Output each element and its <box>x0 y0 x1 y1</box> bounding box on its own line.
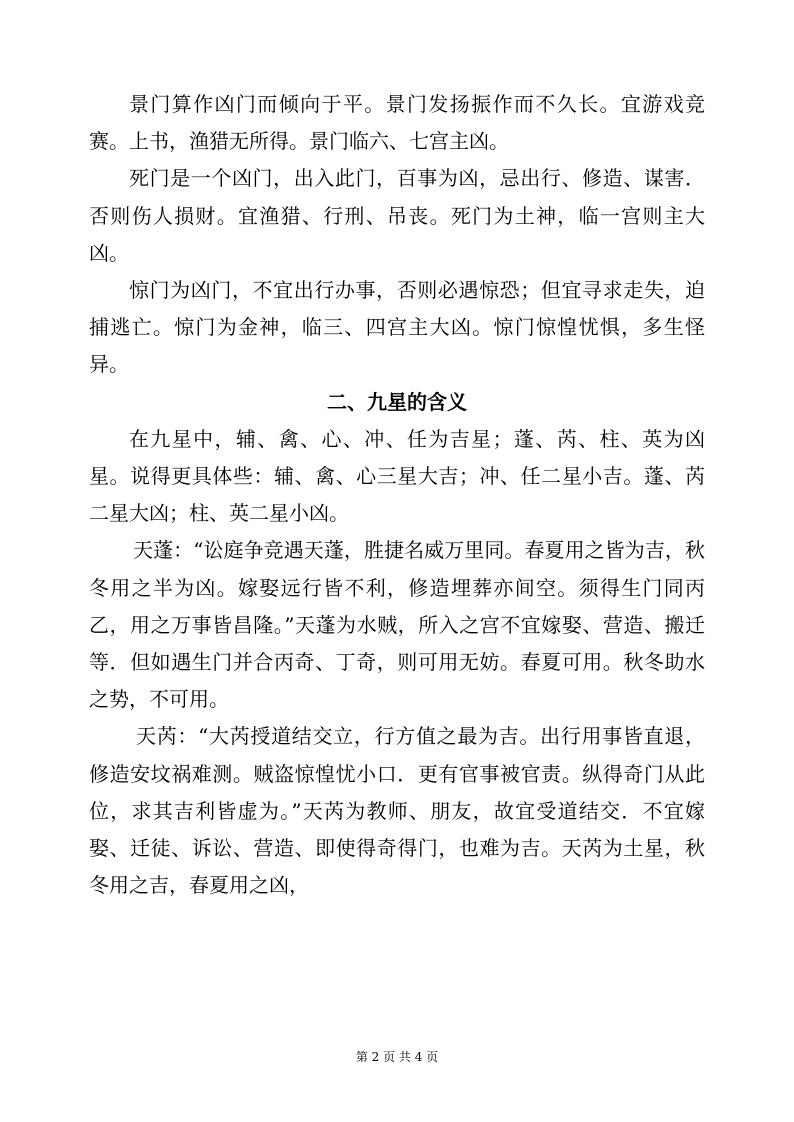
paragraph-tianrui: 天芮：“大芮授道结交立，行方值之最为吉。出行用事皆直退，修造安坟祸难测。贼盗惊惶忧小口．更有官事被官责。纵得奇门从此位，求其吉利皆虚为。”天芮为教师、朋友，故宜受道结交．不宜嫁娶、迁徒、诉讼、营造、即使得奇得门，也难为吉。天芮为土星，秋冬用之吉，春夏用之凶， <box>89 724 705 898</box>
paragraph-tianpeng: 天蓬：“讼庭争竞遇天蓬，胜捷名威万里同。春夏用之皆为吉，秋冬用之半为凶。嫁娶远行皆不利，修造埋葬亦间空。须得生门同丙乙，用之万事皆昌隆。”天蓬为水贼，所入之宫不宜嫁娶、营造、搬迁等．但如遇生门并合丙奇、丁奇，则可用无妨。春夏可用。秋冬助水之势，不可用。 <box>89 538 705 712</box>
document-body <box>89 86 705 904</box>
paragraph-simen: 死门是一个凶门，出入此门，百事为凶，忌出行、修造、谋害．否则伤人损财。宜渔猎、行刑、吊丧。死门为土神，临一宫则主大凶。 <box>89 166 705 265</box>
section-heading: 二、九星的含义 <box>327 389 467 414</box>
page-footer: 第 2 页 共 4 页 <box>355 1050 439 1064</box>
paragraph-jingmen-fright: 惊门为凶门，不宜出行办事，否则必遇惊恐；但宜寻求走失，迫捕逃亡。惊门为金神，临三、四宫主大凶。惊门惊惶忧惧，多生怪异。 <box>89 278 705 377</box>
paragraph-jingmen-scenery: 景门算作凶门而倾向于平。景门发扬振作而不久长。宜游戏竞赛。上书，渔猎无所得。景门临六、七宫主凶。 <box>89 92 705 154</box>
paragraph-nine-stars-intro: 在九星中，辅、禽、心、冲、任为吉星；蓬、芮、柱、英为凶星。说得更具体些：辅、禽、心三星大吉；冲、任二星小吉。蓬、芮二星大凶；柱、英二星小凶。 <box>89 426 705 526</box>
